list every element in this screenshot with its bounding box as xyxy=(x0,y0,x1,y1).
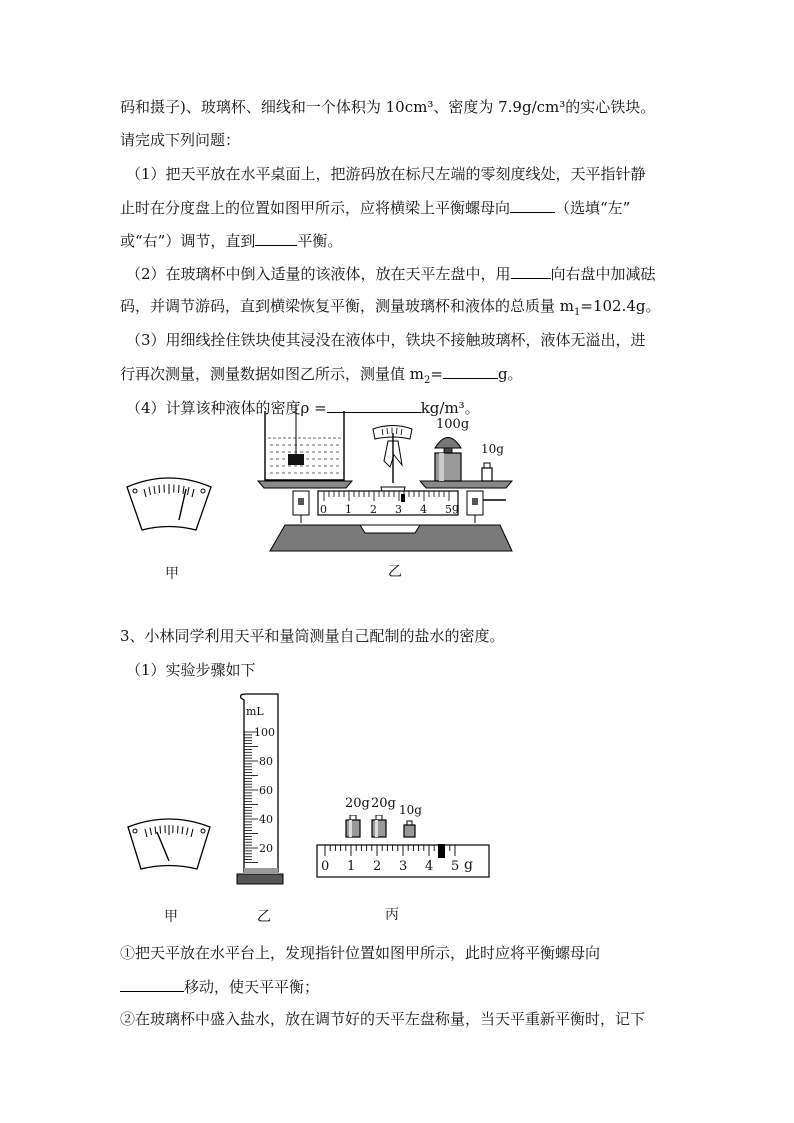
q2-balance-figure xyxy=(250,405,515,555)
scale-tick-label: 5 xyxy=(445,503,452,516)
scale-tick-label: 1 xyxy=(345,503,352,516)
q2-dial-figure xyxy=(122,475,216,535)
left-pan xyxy=(258,481,352,488)
rider xyxy=(438,844,445,858)
label-weight-1: 20g xyxy=(345,796,370,811)
cylinder-unit-label: mL xyxy=(246,705,264,718)
q2-part2-line1 xyxy=(126,263,656,284)
rider-scale-unit-label: g xyxy=(464,857,473,873)
q2-part3-line2 xyxy=(120,363,523,391)
rider-scale-tick-label: 0 xyxy=(321,859,330,874)
iron-block xyxy=(288,454,304,465)
q2-part1-text-d: 平衡。 xyxy=(297,232,343,250)
cylinder-tick-label: 40 xyxy=(259,813,273,826)
q3-dial-figure xyxy=(124,817,214,873)
answer-blank-2[interactable] xyxy=(255,230,297,246)
right-pan xyxy=(420,481,512,488)
q2-part1-line1: （1）把天平放在水平桌面上，把游码放在标尺左端的零刻度线处，天平指针静 xyxy=(126,165,646,183)
q2-intro-line1: 码和摄子)、玻璃杯、细线和一个体积为 10cm³、密度为 7.9g/cm³的实心铁块。 xyxy=(120,98,656,116)
weight-20g-1 xyxy=(346,820,360,837)
weight-10g xyxy=(482,468,492,481)
cylinder-tick-label: 60 xyxy=(259,784,273,797)
q3-step1-line1: ①把天平放在水平台上，发现指针位置如图甲所示，此时应将平衡螺母向 xyxy=(120,944,601,962)
q3-step-heading: （1）实验步骤如下 xyxy=(126,661,256,679)
weight-100g-knob xyxy=(435,438,461,449)
rider-scale-tick-label: 4 xyxy=(425,859,434,874)
q3-step1-text: 移动，使天平平衡； xyxy=(184,978,320,996)
weight-20g-2 xyxy=(372,820,386,837)
q2-part3-eq: = xyxy=(430,365,443,383)
answer-blank-3[interactable] xyxy=(511,263,551,279)
q3-step2-line: ②在玻璃杯中盛入盐水，放在调节好的天平左盘称量，当天平重新平衡时，记下 xyxy=(120,1010,646,1028)
answer-blank-4[interactable] xyxy=(443,363,498,379)
q2-intro-line2: 请完成下列问题： xyxy=(120,131,241,149)
subscript-2: 2 xyxy=(424,375,431,386)
weight-10g xyxy=(404,825,415,837)
q3-caption-bing: 丙 xyxy=(385,907,399,923)
answer-blank-6[interactable] xyxy=(120,976,184,992)
q3-step1-line2 xyxy=(120,976,319,997)
q2-part1-text-a: 止时在分度盘上的位置如图甲所示，应将横梁上平衡螺母向 xyxy=(120,199,511,217)
scale-unit-label: g xyxy=(452,501,460,514)
label-weight-3: 10g xyxy=(399,803,422,817)
rider-scale-tick-label: 2 xyxy=(373,859,382,874)
q2-part1-line2 xyxy=(120,197,630,218)
subscript-1: 1 xyxy=(574,307,581,318)
label-weight-2: 20g xyxy=(371,796,396,811)
q2-part1-line3 xyxy=(120,230,342,251)
scale-tick-label: 4 xyxy=(420,503,427,516)
cylinder-tick-label: 80 xyxy=(259,755,273,768)
cylinder-base xyxy=(237,874,283,884)
q2-part4-text-a: （4）计算该种液体的密度ρ = xyxy=(126,399,327,417)
q2-part2-line2 xyxy=(120,296,661,323)
q2-part4-text-b: kg/m³。 xyxy=(420,399,480,417)
answer-blank-1[interactable] xyxy=(510,197,555,213)
q2-part1-text-b: （选填“左” xyxy=(555,199,631,217)
q2-part2-text-a: （2）在玻璃杯中倒入适量的该液体，放在天平左盘中，用 xyxy=(126,265,511,283)
q2-part3-line1: （3）用细线拴住铁块使其浸没在液体中，铁块不接触玻璃杯，液体无溢出，进 xyxy=(126,331,646,349)
q3-caption-jia: 甲 xyxy=(164,909,178,925)
rider-scale-tick-label: 3 xyxy=(399,859,408,874)
rider-scale-tick-label: 1 xyxy=(347,859,356,874)
q2-part3-text-b: g。 xyxy=(497,365,523,383)
q2-part3-text-a: 行再次测量，测量数据如图乙所示，测量值 m xyxy=(120,365,424,383)
q2-part2-text-b: 向右盘中加减砝 xyxy=(550,265,656,283)
label-100g: 100g xyxy=(436,417,470,432)
q3-title: 3、小林同学利用天平和量筒测量自己配制的盐水的密度。 xyxy=(120,627,505,645)
q3-caption-yi: 乙 xyxy=(257,909,271,925)
scale-tick-label: 0 xyxy=(320,503,327,516)
q2-caption-yi: 乙 xyxy=(388,564,402,580)
q2-caption-jia: 甲 xyxy=(165,566,179,582)
scale-tick-label: 2 xyxy=(370,503,377,516)
cylinder-tick-label: 20 xyxy=(259,842,273,855)
q2-part2-text-c: 码，并调节游码，直到横梁恢复平衡，测量玻璃杯和液体的总质量 m xyxy=(120,297,574,315)
cylinder-tick-label: 100 xyxy=(254,726,275,739)
label-10g: 10g xyxy=(481,442,504,456)
q2-part2-text-d: =102.4g。 xyxy=(580,297,661,315)
scale-tick-label: 3 xyxy=(395,503,402,516)
rider-scale-tick-label: 5 xyxy=(451,859,460,874)
weight-100g xyxy=(435,453,461,481)
q2-part1-text-c: 或“右”）调节，直到 xyxy=(120,232,256,250)
